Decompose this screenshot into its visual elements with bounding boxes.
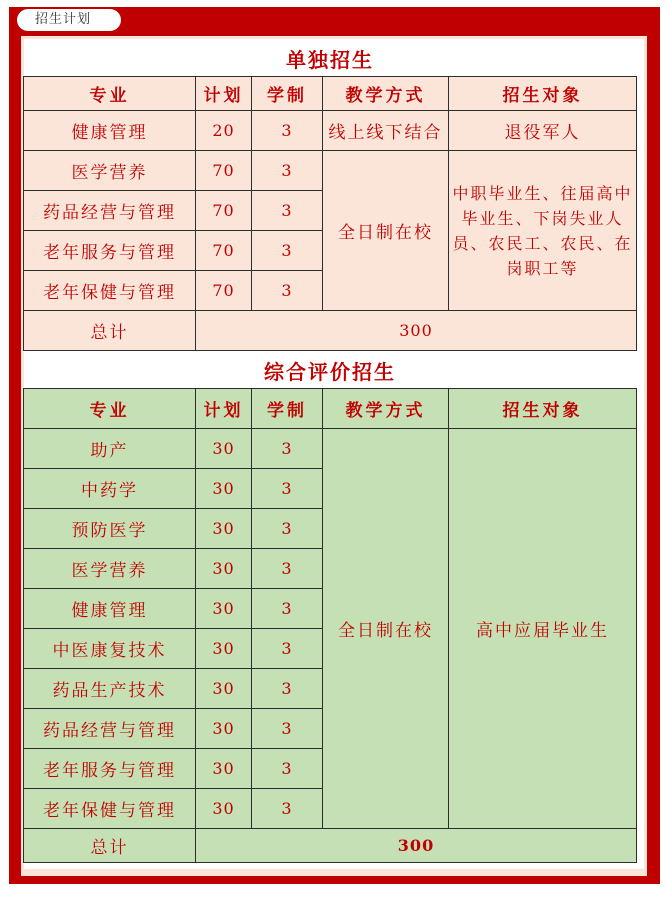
years-cell: 3 (252, 111, 323, 151)
total-value: 300 (196, 829, 637, 863)
major-cell: 中药学 (24, 469, 196, 509)
table-row (24, 429, 637, 469)
table-row (24, 111, 637, 151)
header-years: 学制 (252, 389, 323, 429)
plan-cell: 30 (196, 469, 252, 509)
major-cell: 药品经营与管理 (24, 191, 196, 231)
mode-cell: 线上线下结合 (323, 111, 449, 151)
years-cell: 3 (252, 669, 323, 709)
plan-cell: 30 (196, 789, 252, 829)
plan-cell: 30 (196, 509, 252, 549)
header-target: 招生对象 (449, 389, 637, 429)
major-cell: 健康管理 (24, 589, 196, 629)
major-cell: 中医康复技术 (24, 629, 196, 669)
total-value: 300 (196, 311, 637, 351)
major-cell: 药品经营与管理 (24, 709, 196, 749)
plan-cell: 30 (196, 749, 252, 789)
major-cell: 健康管理 (24, 111, 196, 151)
header-mode: 教学方式 (323, 77, 449, 111)
total-row (24, 311, 637, 351)
plan-cell: 70 (196, 271, 252, 311)
years-cell: 3 (252, 151, 323, 191)
section-tag: 招生计划 (17, 9, 121, 31)
years-cell: 3 (252, 231, 323, 271)
header-major: 专业 (24, 77, 196, 111)
target-cell: 中职毕业生、往届高中毕业生、下岗失业人员、农民工、农民、在岗职工等 (449, 151, 637, 311)
section2-table (23, 388, 637, 863)
plan-cell: 30 (196, 669, 252, 709)
years-cell: 3 (252, 509, 323, 549)
header-plan: 计划 (196, 389, 252, 429)
years-cell: 3 (252, 191, 323, 231)
major-cell: 医学营养 (24, 549, 196, 589)
section1-title: 单独招生 (286, 48, 374, 72)
major-cell: 老年服务与管理 (24, 749, 196, 789)
major-cell: 老年保健与管理 (24, 271, 196, 311)
years-cell: 3 (252, 589, 323, 629)
table-row (24, 151, 637, 191)
plan-cell: 30 (196, 429, 252, 469)
mode-cell: 全日制在校 (323, 429, 449, 829)
years-cell: 3 (252, 271, 323, 311)
years-cell: 3 (252, 749, 323, 789)
section2-title: 综合评价招生 (264, 360, 396, 384)
years-cell: 3 (252, 549, 323, 589)
plan-cell: 30 (196, 549, 252, 589)
mode-cell: 全日制在校 (323, 151, 449, 311)
major-cell: 助产 (24, 429, 196, 469)
years-cell: 3 (252, 709, 323, 749)
section2-header-row (24, 389, 637, 429)
header-years: 学制 (252, 77, 323, 111)
section1-table (23, 76, 637, 351)
years-cell: 3 (252, 429, 323, 469)
years-cell: 3 (252, 629, 323, 669)
plan-cell: 70 (196, 231, 252, 271)
header-plan: 计划 (196, 77, 252, 111)
target-cell: 退役军人 (449, 111, 637, 151)
section1-header-row (24, 77, 637, 111)
target-cell: 高中应届毕业生 (449, 429, 637, 829)
plan-cell: 30 (196, 589, 252, 629)
major-cell: 老年服务与管理 (24, 231, 196, 271)
header-mode: 教学方式 (323, 389, 449, 429)
years-cell: 3 (252, 469, 323, 509)
plan-cell: 70 (196, 151, 252, 191)
total-row (24, 829, 637, 863)
major-cell: 老年保健与管理 (24, 789, 196, 829)
major-cell: 药品生产技术 (24, 669, 196, 709)
plan-cell: 30 (196, 709, 252, 749)
plan-cell: 20 (196, 111, 252, 151)
major-cell: 医学营养 (24, 151, 196, 191)
plan-cell: 30 (196, 629, 252, 669)
years-cell: 3 (252, 789, 323, 829)
page-frame (9, 7, 660, 884)
header-target: 招生对象 (449, 77, 637, 111)
plan-cell: 70 (196, 191, 252, 231)
total-label: 总计 (24, 829, 196, 863)
header-major: 专业 (24, 389, 196, 429)
major-cell: 预防医学 (24, 509, 196, 549)
total-label: 总计 (24, 311, 196, 351)
